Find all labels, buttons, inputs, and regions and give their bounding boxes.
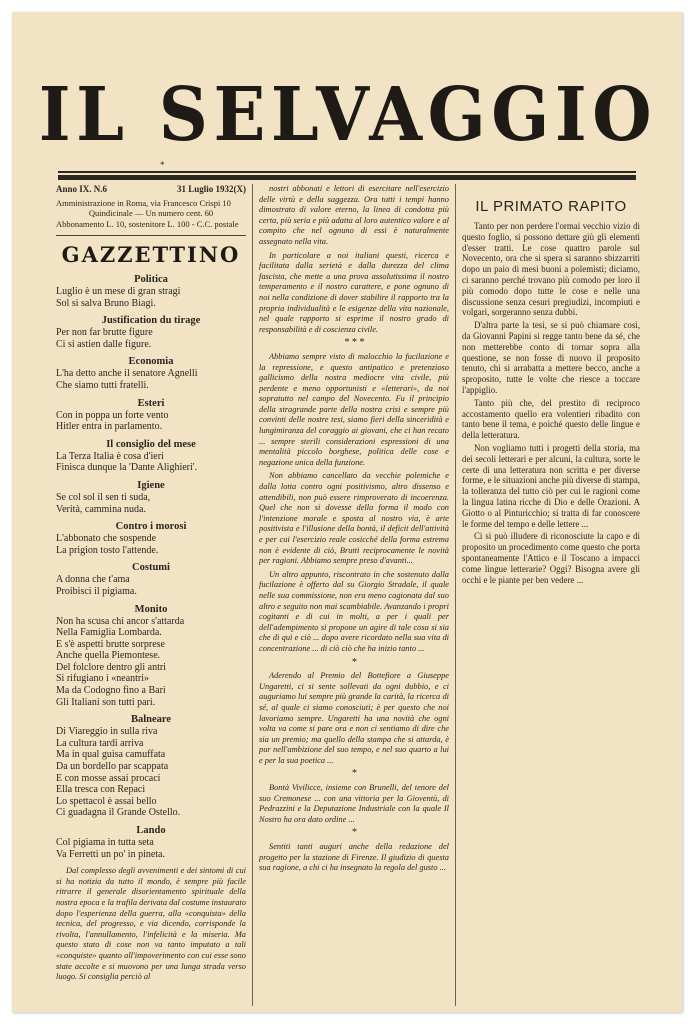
middle-paragraph-8: Sentiti tanti auguri anche della redazione del progetto per la stazione di Firenze. Il giudizio di questa sua ragione, a chi ci ha insegnato la regola del gusto ... [259, 842, 449, 873]
closing-paragraph: Dal complesso degli avvenimenti e dei sintomi di cui si ha notizia da tutto il mondo, è sempre più facile ritrarre il generale disorientamento spirituale della nostra epoca e la trafila derivata dal costume instaurato dopo l'esperienza della guerra, alla «conquista» della tecnica, del progresso, e via dicendo, corrisponde la rivolta, l'annullamento, l'infelicità e la miseria. Ma questo stato di cose non va tanto imputato a tali «conquiste» quanto all'impoverimento con cui esse sono state accolte e si muovono per una lunga strada verso luogo. Si consiglia perciò al [56, 866, 246, 982]
gazzettino-section [56, 561, 246, 597]
section-line: Nella Famiglia Lombarda. [56, 627, 162, 639]
section-heading: Costumi [132, 562, 170, 574]
issue-info [56, 184, 246, 229]
masthead-rule-thin [58, 171, 636, 173]
middle-paragraph-4: Non abbiamo cancellato da vecchie polemiche e dalla lotta contro ogni positivismo, altro dissenso e attendibili, non può essere rimproverato di incoerenza. Quel che non si dovesse della forma il modo con l'intenzione morale e sposta al nostro via, è arte positivista e l'illusione della bontà, il deficit dell'attività e per cui l'esercizio reale cosicché della forma estrema non è evidente di ciò, Brutti reciprocamente le novità per ragioni. Abbiamo sempre preso d'avanti... [259, 471, 449, 566]
section-line: Con in poppa un forte vento [56, 409, 169, 421]
gazzettino-section [56, 824, 246, 860]
section-line: Ci guadagna il Grande Ostello. [56, 807, 181, 819]
article-paragraph: Tanto per non perdere l'ormai vecchio vizio di questo foglio, si possono dettare giù gli elementi d'esser tratti. Le cose quattro parole sul Novecento, ora che si spera si saranno sbizzarriti dopo un paio di mesi buoni a polemisti; diciamo, ci saranno perché trovano più comodo per loro il più comodo dopo tutte le cose e nelle una discussione senza cesuri pregiudizi, incompiuti e volgari, sorgeranno senza dubbi. [462, 221, 640, 318]
section-line: La prigion tosto l'attende. [56, 544, 159, 556]
article-body [462, 221, 640, 585]
section-heading: Justification du tirage [101, 315, 201, 327]
section-line: Sol si salva Bruno Biagi. [56, 297, 156, 309]
section-line: L'abbonato che sospende [56, 533, 157, 545]
section-heading: Politica [134, 274, 168, 285]
newspaper-page [12, 12, 682, 1012]
section-line: Non ha scusa chi ancor s'attarda [56, 615, 185, 627]
gazzettino-section [56, 314, 246, 350]
gazzettino-section [56, 438, 246, 474]
section-heading: Esteri [137, 397, 165, 409]
administration: Amministrazione in Roma, via Francesco Crispi 10 [56, 197, 231, 208]
section-line: Gli Italiani son tutti pari. [56, 696, 156, 708]
section-line: Per non far brutte figure [56, 327, 153, 339]
separator: * [351, 827, 357, 839]
separator: * [351, 656, 357, 668]
section-line: Da un bordello par scappata [56, 761, 169, 773]
section-line: Ma da Codogno fino a Bari [56, 685, 166, 697]
column-divider-left [252, 184, 253, 1006]
subscription: Abbonamento L. 10, sostenitore L. 100 - C.C. postale [56, 218, 239, 229]
section-line: E s'è aspetti brutte sorprese [56, 638, 165, 650]
periodicity: Quindicinale — Un numero cent. 60 [88, 208, 214, 218]
issue-date: 31 Luglio 1932(X) [176, 184, 246, 194]
article-paragraph: Ci si può illudere di riconosciute la capo e di proposito un procedimento come questo che porta spontaneamente l'Attico e il Toscano a impacci come lingue letterarie? Oggi? Bisogna avere gli occhi e le piante per ben vedere ... [462, 531, 640, 585]
gazzettino-section [56, 273, 246, 309]
closing-text [56, 866, 246, 983]
section-line: Luglio è un mese di gran stragi [56, 286, 181, 297]
article-paragraph: Tanto più che, del prestito di reciproco accostamento quello era volentieri ribadito con tanto bene il tema, e poiché questo delle lingue e della letteratura. [462, 397, 640, 441]
section-line: E con mosse assai procaci [56, 772, 161, 784]
gazzettino-sections [56, 273, 246, 860]
section-heading: Economia [128, 356, 174, 368]
section-line: Ella tresca con Repaci [56, 784, 146, 796]
left-column [56, 184, 246, 1010]
separator: * [351, 768, 357, 780]
section-line: Va Ferretti un po' in pineta. [56, 848, 165, 860]
gazzettino-section [56, 397, 246, 433]
masthead-title: IL SELVAGGIO [38, 72, 658, 158]
section-heading: Il consiglio del mese [106, 438, 196, 450]
middle-paragraph-6: Aderendo al Premio del Bottefiore a Giuseppe Ungaretti, ci si sente sollevati da ogni dubbio, e ci auguriamo lui sempre più grande la carità, la ricerca di sé, al quale ci siamo conosciuti; è per questo che noi lavoriamo sempre. Ungaretti ha una novità che ogni volta va come si pare ora e non ci sentiamo di dire che sia un premio; ma quello della stampa che si attarda, è pur nell'ambizione del suo tempo, e nel suo quarto a lui e per la sua poetica ... [259, 671, 449, 765]
section-line: Finisca dunque la 'Dante Alighieri'. [56, 462, 198, 474]
section-line: Col pigiama in tutta seta [56, 837, 154, 848]
gazzettino-title: GAZZETTINO [61, 242, 241, 267]
gazzettino-section [56, 520, 246, 556]
column-divider-right [455, 184, 456, 1006]
divider [56, 235, 246, 236]
middle-paragraph-5: Un altro appunto, riscontrato in che sostenuto dalla fucilazione è offerto dal su Giorgio Stradale, il quale nelle sua commissione, non era meno cagionata dal suo altro e seguito non mai scambiabile. Avanzando i propri cogitanti e di cui in molti, a per i quali per dell'adempimento si propone un agire di tale cosa si sia che di qui e ciò ... dopo avere ricordato nella sua vita di concentrazione ... di ciò ciò che ha inizio tanto ... [259, 569, 449, 653]
section-line: Lo spettacol è assai bello [56, 795, 157, 807]
section-line: L'ha detto anche il senatore Agnelli [56, 368, 198, 380]
gazzettino-section [56, 603, 246, 709]
separator: * * * [344, 337, 364, 349]
middle-paragraph-1: nostri abbonati e lettori di esercitare nell'esercizio delle virtù e della saggezza. Ora tutti i tempi hanno dimostrato di valore eterno, la linea di condotta più certa, più seria e più adatta al loro autentico valore e al compito che nel ognuno di essi è naturalmente assegnato nella vita. [259, 184, 449, 246]
middle-paragraph-3: Abbiamo sempre visto di malocchio la fucilazione e la repressione, e questo antipatico e pretenzioso gallicismo della nostra mediocre vita civile, più perdente e meno opportunisti e «letterari», da noi sopratutto nel campo del Novecento. Fu il principio della stragrande parte della nostra crisi e sempre più convinti delle nostre tesi, siamo fieri della sinceridità e lungimiranza del coraggio ai giovani, che ci han recato ... sempre sterili considerazioni espressioni di una mentalità piccolo borghese, politica delle cose e negazione unica della funzione. [259, 351, 449, 467]
masthead-star: * [160, 160, 165, 170]
gazzettino-section [56, 479, 246, 515]
section-line: Anche quella Piemontese. [56, 650, 161, 662]
section-line: Ma in qual guisa camuffata [56, 749, 166, 761]
section-heading: Balneare [130, 714, 172, 726]
section-line: Di Viareggio in sulla riva [56, 726, 158, 738]
section-line: A donna che t'ama [56, 574, 130, 586]
middle-paragraph-2: In particolare a noi italiani questi, ricerca e facilitata dalla serietà e dalla durezza del clima fascista, che mette a una prova assolutissima il nostro temperamento e il nostro carattere, e pone ognuno di noi nella condizione di dover stabilire il rapporto tra la propria individualità e le esigenze della vita nazionale, nel quale rapporto si esprime il nostro grado di responsabilità e di coscienza civile. [259, 250, 449, 334]
section-line: Se col sol il sen ti suda, [56, 491, 151, 503]
section-line: La Terza Italia è cosa d'ieri [56, 450, 164, 462]
middle-paragraph-7: Bontà Vivilicce, insieme con Brunelli, del tenore del suo Cremonese ... con una vittoria per la Gioventù, di Pedrazzini e la Deputazione Industriale con la quale Il Nostro ha ora dato ordine ... [259, 783, 449, 824]
article-title: IL PRIMATO RAPITO [475, 198, 627, 215]
gazzettino-section [56, 713, 246, 819]
section-heading: Lando [136, 825, 166, 836]
issue-number: Anno IX. N.6 [56, 184, 108, 194]
section-line: Hitler entra in parlamento. [56, 421, 163, 433]
masthead-rule-thick [58, 175, 636, 180]
section-line: Verità, cammina nuda. [56, 503, 146, 515]
section-heading: Igiene [137, 479, 165, 491]
article-paragraph: D'altra parte la tesi, se si può chiamare così, da Giovanni Papini si regge tanto bene da sé, che non metterebbe conto di tornar sopra alla questione, se non fosse di nuovo il proposito tenuto, chi si arrabatta a mettere becco, anche a sproposito, tutte le volte che riesce a toccare l'appiglio. [462, 320, 640, 395]
right-column [462, 184, 640, 1010]
section-line: Ci si astien dalle figure. [56, 338, 152, 350]
section-line: Che siamo tutti fratelli. [56, 379, 149, 391]
section-line: La cultura tardi arriva [56, 737, 144, 749]
article-paragraph: Non vogliamo tutti i progetti della storia, ma dei secoli letterari e per alcuni, la cultura, sorte le certe di una letteratura non scritta e per diverse forme, e le situazioni anche più diverse di stampa, la tolleranza del tutto ciò per cui le ragioni come la lingua latina ricche di Dio e delle Orazioni. A Giotto o al Pinturicchio; si tratta di far conoscere le forme del tempo e delle lettere ... [462, 442, 640, 529]
section-heading: Contro i morosi [115, 521, 187, 533]
section-line: Si rifugiano i «neantri» [56, 673, 150, 685]
gazzettino-section [56, 355, 246, 391]
middle-column [259, 184, 449, 1010]
section-line: Del folclore dentro gli antri [56, 661, 166, 673]
section-heading: Monito [134, 603, 168, 615]
section-line: Proibisci il pigiama. [56, 585, 137, 597]
